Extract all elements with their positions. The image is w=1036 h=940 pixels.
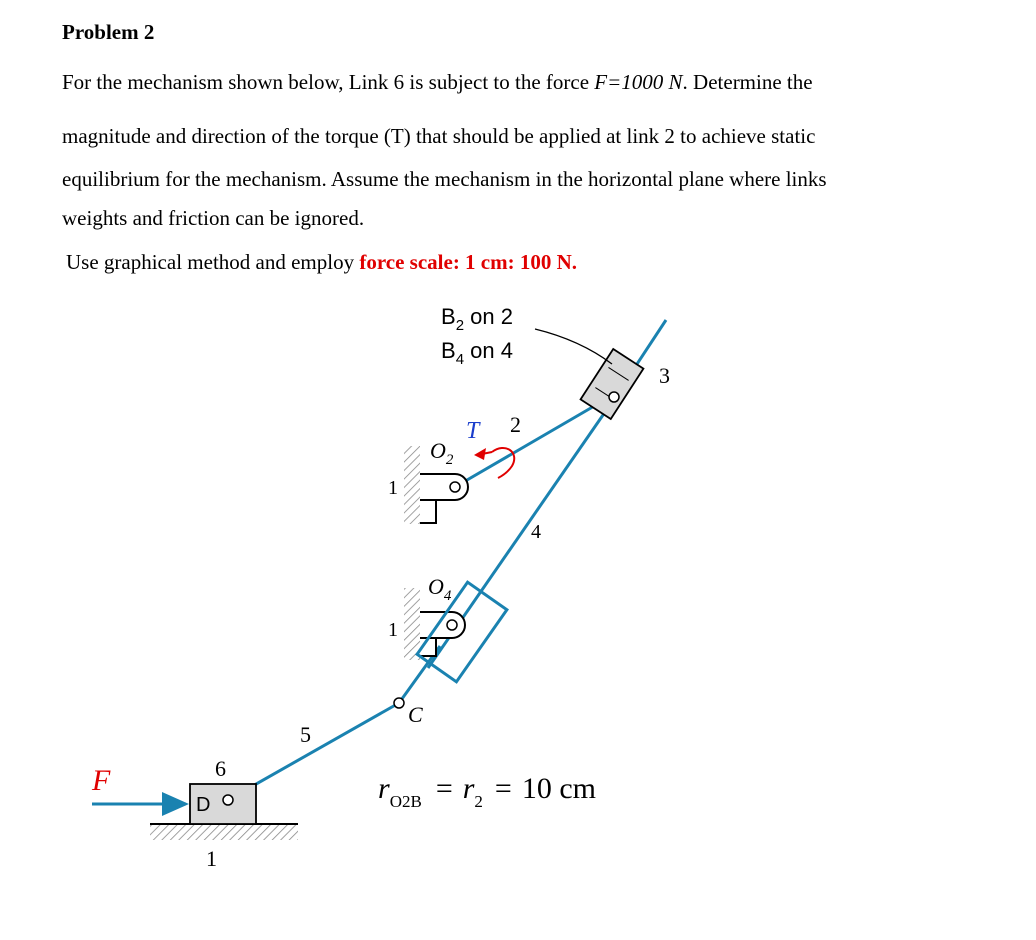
pin-o2 (450, 482, 460, 492)
problem-text-line-2: magnitude and direction of the torque (T) that should be applied at link 2 to achieve static (62, 124, 816, 148)
label-link6: 6 (215, 756, 226, 781)
pin-d (223, 795, 233, 805)
label-force: F (92, 764, 111, 797)
b-leader (535, 329, 612, 364)
text-l1b: . Determine the (682, 70, 813, 94)
text-l1a: For the mechanism shown below, Link 6 is subject to the force (62, 70, 595, 94)
force-scale: force scale: 1 cm: 100 N. (359, 250, 578, 274)
label-link5: 5 (300, 722, 311, 747)
label-link2: 2 (510, 412, 521, 437)
problem-text-line-3: equilibrium for the mechanism. Assume the mechanism in the horizontal plane where links (62, 167, 827, 191)
equation: $r_{O2B} = r_2 = 10$ cm (378, 772, 596, 811)
ground-o2-hatch (404, 446, 420, 524)
label-b2: $B_2$ on 2 (441, 304, 513, 334)
problem-title: Problem 2 (62, 20, 155, 44)
ground-o4-hatch (404, 588, 420, 660)
text-l5a: Use graphical method and employ (66, 250, 360, 274)
label-link3: 3 (659, 363, 670, 388)
ground-lower-hatch (150, 824, 298, 840)
label-ground-lower: 1 (206, 846, 217, 871)
label-o4: $O_4$ (428, 574, 452, 604)
label-link4: 4 (531, 521, 541, 543)
label-b4: $B_4$ on 4 (441, 338, 513, 368)
label-c: C (408, 702, 423, 727)
label-o2: $O_2$ (430, 438, 454, 468)
label-ground-middle: 1 (388, 619, 398, 641)
force-value: F=1000 N (594, 70, 683, 94)
pin-o4 (447, 620, 457, 630)
ground-o2-bracket (420, 474, 468, 523)
pin-c (394, 698, 404, 708)
label-torque: T (466, 418, 480, 444)
label-slider-d: D (196, 794, 211, 816)
label-ground-upper: 1 (388, 477, 398, 499)
problem-text-line-4: weights and friction can be ignored. (62, 206, 365, 230)
pin-b (609, 392, 619, 402)
